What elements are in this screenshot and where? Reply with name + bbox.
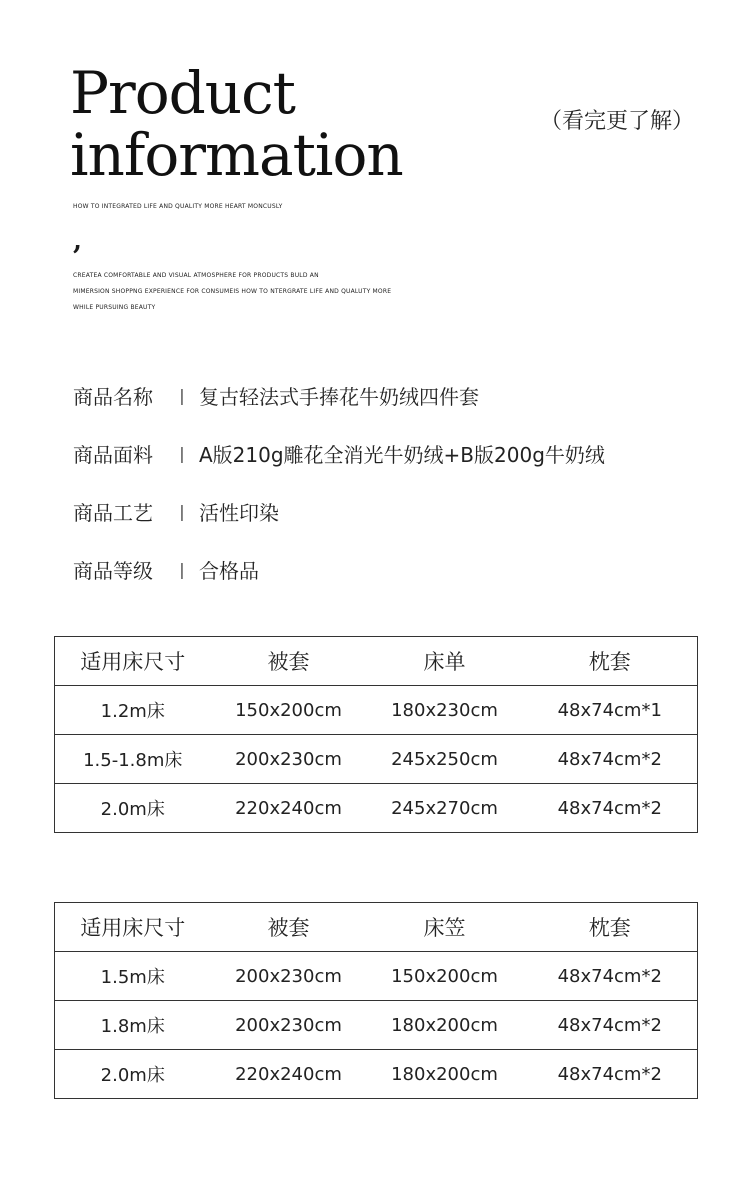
table-cell: 220x240cm	[211, 1050, 367, 1099]
table-cell: 200x230cm	[211, 1001, 367, 1050]
info-value: 活性印染	[199, 500, 279, 525]
product-info-list	[73, 366, 605, 598]
info-value: A版210g雕花全消光牛奶绒+B版200g牛奶绒	[199, 442, 605, 467]
description-line: MIMERSION SHOPPNG EXPERIENCE FOR CONSUMEIS HOW TO NTERGRATE LIFE AND QUALUTY MORE	[73, 288, 392, 295]
info-separator: |	[179, 559, 185, 579]
header-cell: 适用床尺寸	[55, 903, 211, 952]
table-cell: 1.5m床	[55, 952, 211, 1001]
size-table-sheet	[54, 636, 698, 833]
table-cell: 48x74cm*1	[523, 686, 698, 735]
table-row	[55, 1050, 698, 1099]
table-header-row	[55, 903, 698, 952]
info-value: 复古轻法式手捧花牛奶绒四件套	[199, 384, 479, 409]
table-cell: 2.0m床	[55, 784, 211, 833]
table-cell: 2.0m床	[55, 1050, 211, 1099]
info-label: 商品面料	[73, 442, 153, 467]
table-cell: 150x200cm	[211, 686, 367, 735]
table-cell: 150x200cm	[367, 952, 523, 1001]
header-cell: 枕套	[523, 903, 698, 952]
info-separator: |	[179, 443, 185, 463]
info-row-grade	[73, 540, 605, 598]
table-cell: 48x74cm*2	[523, 784, 698, 833]
info-row-name	[73, 366, 605, 424]
description-line: WHILE PURSUING BEAUTY	[73, 304, 156, 311]
header-cell: 被套	[211, 637, 367, 686]
table-row	[55, 735, 698, 784]
table-row	[55, 784, 698, 833]
info-row-craft	[73, 482, 605, 540]
info-value: 合格品	[199, 558, 259, 583]
info-label: 商品工艺	[73, 500, 153, 525]
table-row	[55, 1001, 698, 1050]
table-cell: 200x230cm	[211, 735, 367, 784]
page-title	[70, 59, 403, 189]
comma-mark: ,	[73, 226, 83, 256]
size-table-fitted	[54, 902, 698, 1099]
table-cell: 1.2m床	[55, 686, 211, 735]
title-line-1: Product	[70, 59, 295, 127]
table-cell: 1.5-1.8m床	[55, 735, 211, 784]
table-header-row	[55, 637, 698, 686]
table-row	[55, 686, 698, 735]
description-line: CREATEA COMFORTABLE AND VISUAL ATMOSPHERE FOR PRODUCTS BULD AN	[73, 272, 319, 279]
header-cell: 适用床尺寸	[55, 637, 211, 686]
table-cell: 220x240cm	[211, 784, 367, 833]
table-cell: 48x74cm*2	[523, 952, 698, 1001]
table-cell: 200x230cm	[211, 952, 367, 1001]
info-row-material	[73, 424, 605, 482]
header-cell: 枕套	[523, 637, 698, 686]
table-cell: 245x270cm	[367, 784, 523, 833]
info-separator: |	[179, 385, 185, 405]
info-separator: |	[179, 501, 185, 521]
table-cell: 180x230cm	[367, 686, 523, 735]
table-cell: 180x200cm	[367, 1050, 523, 1099]
header-cell: 床单	[367, 637, 523, 686]
table-cell: 48x74cm*2	[523, 1001, 698, 1050]
description	[73, 268, 391, 316]
table-cell: 180x200cm	[367, 1001, 523, 1050]
info-label: 商品名称	[73, 384, 153, 409]
table-cell: 245x250cm	[367, 735, 523, 784]
tagline: HOW TO INTEGRATED LIFE AND QUALITY MORE HEART MONCUSLY	[73, 203, 283, 210]
title-line-2: information	[70, 121, 403, 189]
table-cell: 1.8m床	[55, 1001, 211, 1050]
table-cell: 48x74cm*2	[523, 1050, 698, 1099]
info-label: 商品等级	[73, 558, 153, 583]
table-cell: 48x74cm*2	[523, 735, 698, 784]
header-cell: 床笠	[367, 903, 523, 952]
read-more-hint: （看完更了解）	[540, 109, 695, 134]
header-cell: 被套	[211, 903, 367, 952]
table-row	[55, 952, 698, 1001]
